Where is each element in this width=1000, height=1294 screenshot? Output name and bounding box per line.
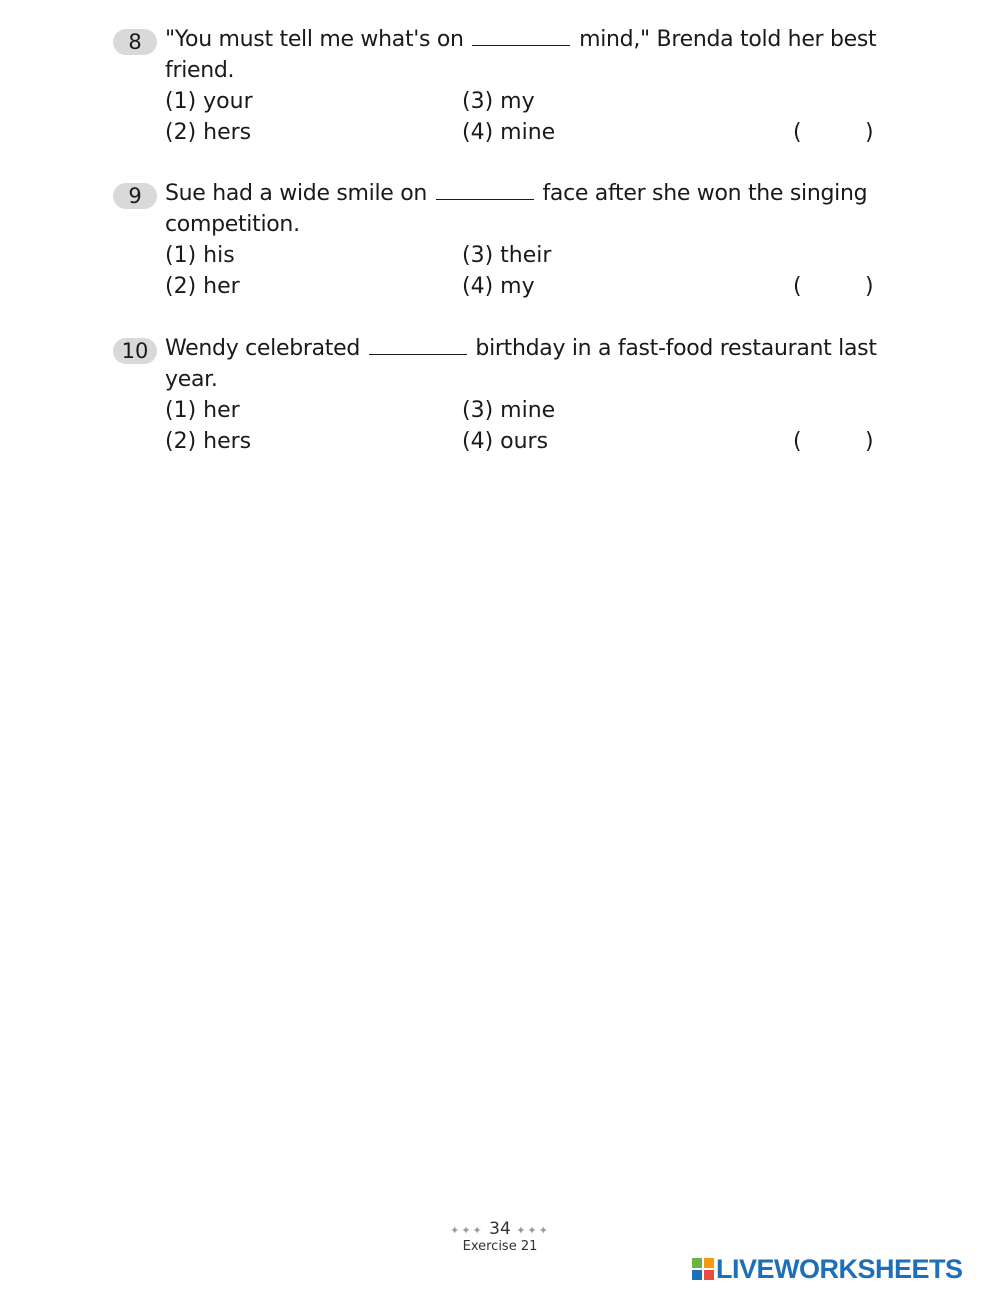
option-2: (2) hers	[165, 120, 252, 145]
option-4: (4) my	[462, 274, 535, 299]
option-1: (1) your	[165, 89, 253, 114]
ornament-icon: ✦✦✦	[450, 1224, 484, 1237]
question-stem	[165, 178, 881, 240]
option-3: (3) mine	[462, 398, 556, 423]
option-4: (4) mine	[462, 120, 556, 145]
option-3: (3) my	[462, 89, 535, 114]
option-2: (2) her	[165, 274, 240, 299]
option-4: (4) ours	[462, 429, 549, 454]
answer-blank[interactable]	[472, 27, 570, 46]
question-number: 10	[113, 338, 157, 364]
question-number: 8	[113, 29, 157, 55]
stem-before: Wendy celebrated	[165, 336, 361, 361]
page-number	[400, 1219, 600, 1239]
answer-paren-open[interactable]: (	[793, 429, 802, 454]
ornament-icon: ✦✦✦	[516, 1224, 550, 1237]
page-number-value: 34	[489, 1219, 511, 1239]
question-number: 9	[113, 183, 157, 209]
question-stem	[165, 24, 881, 86]
option-1: (1) his	[165, 243, 235, 268]
exercise-label: Exercise 21	[462, 1239, 538, 1254]
logo-text: LIVEWORKSHEETS	[716, 1254, 963, 1284]
answer-blank[interactable]	[436, 181, 534, 200]
option-1: (1) her	[165, 398, 240, 423]
answer-blank[interactable]	[369, 336, 467, 355]
answer-paren-close[interactable]: )	[865, 274, 874, 299]
answer-paren-open[interactable]: (	[793, 120, 802, 145]
stem-before: "You must tell me what's on	[165, 27, 464, 52]
stem-after: mind," Brenda told her best friend.	[165, 27, 877, 83]
liveworksheets-logo-icon	[692, 1258, 714, 1280]
answer-paren-close[interactable]: )	[865, 429, 874, 454]
stem-after: face after she won the singing competition.	[165, 181, 868, 237]
option-2: (2) hers	[165, 429, 252, 454]
stem-after: birthday in a fast-food restaurant last year.	[165, 336, 877, 392]
answer-paren-open[interactable]: (	[793, 274, 802, 299]
stem-before: Sue had a wide smile on	[165, 181, 428, 206]
option-3: (3) their	[462, 243, 552, 268]
question-stem	[165, 333, 881, 395]
answer-paren-close[interactable]: )	[865, 120, 874, 145]
